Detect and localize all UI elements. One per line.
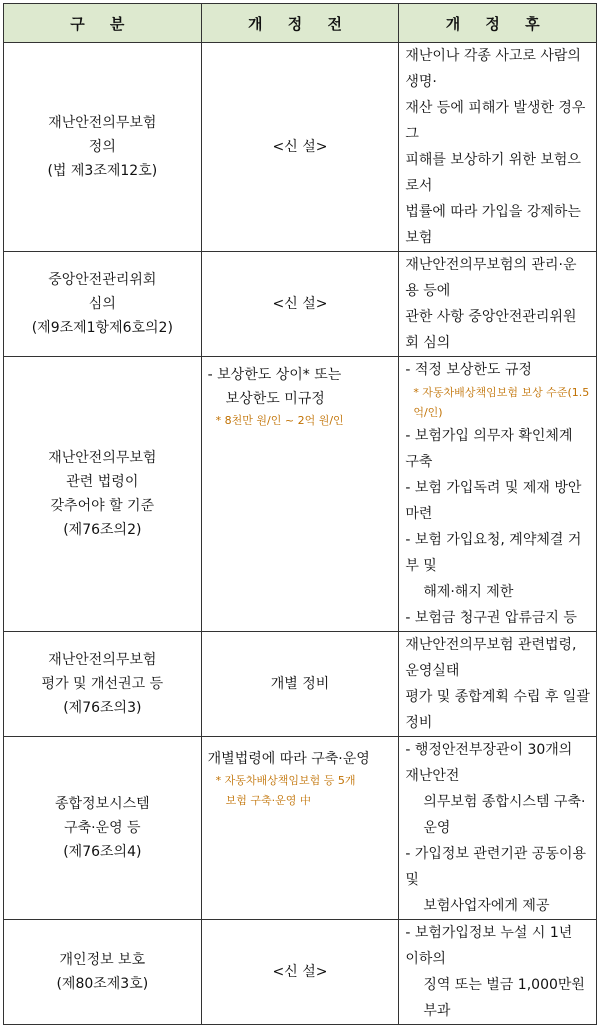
after-cell: 재난안전의무보험의 관리·운용 등에 관한 사항 중앙안전관리위원회 심의 [399,252,597,357]
row-title: 중앙안전관리위회 심의 (제9조제1항제6호의2) [4,252,202,357]
footnote: * 자동차배상책임보험 등 5개 [215,774,356,787]
footnote: * 자동차배상책임보험 보상 수준(1.5억/인) [413,386,590,419]
table-row [4,632,597,737]
before-cell: <신 설> [201,252,399,357]
before-cell: 개별법령에 따라 구축·운영 * 자동차배상책임보험 등 5개 보험 구축·운영 中 [201,737,399,920]
footnote: 보험 구축·운영 中 [225,794,311,807]
header-after: 개 정 후 [399,4,597,43]
before-cell: <신 설> [201,920,399,1025]
before-cell: - 보상한도 상이* 또는 보상한도 미규정 * 8천만 원/인 ~ 2억 원/인 [201,357,399,632]
row-title: 개인정보 보호 (제80조제3호) [4,920,202,1025]
header-before: 개 정 전 [201,4,399,43]
after-cell: - 보험가입정보 누설 시 1년 이하의 징역 또는 벌금 1,000만원 부과 [399,920,597,1025]
amendment-table [3,3,597,1025]
before-cell: <신 설> [201,43,399,252]
footnote: * 8천만 원/인 ~ 2억 원/인 [215,414,344,427]
header-row [4,4,597,43]
header-category: 구 분 [4,4,202,43]
row-title: 재난안전의무보험 정의 (법 제3조제12호) [4,43,202,252]
row-title: 재난안전의무보험 관련 법령이 갖추어야 할 기준 (제76조의2) [4,357,202,632]
table-row [4,357,597,632]
table-row [4,920,597,1025]
after-cell: - 행정안전부장관이 30개의 재난안전 의무보험 종합시스템 구축·운영 - 가입정보 관련기관 공동이용 및 보험사업자에게 제공 [399,737,597,920]
after-cell: 재난안전의무보험 관련법령, 운영실태 평가 및 종합계획 수립 후 일괄 정비 [399,632,597,737]
table-row [4,737,597,920]
row-title: 재난안전의무보험 평가 및 개선권고 등 (제76조의3) [4,632,202,737]
before-cell: 개별 정비 [201,632,399,737]
table-row [4,43,597,252]
row-title: 종합정보시스템 구축·운영 등 (제76조의4) [4,737,202,920]
table-row [4,252,597,357]
after-cell: 재난이나 각종 사고로 사람의 생명· 재산 등에 피해가 발생한 경우 그 피해를 보상하기 위한 보험으로서 법률에 따라 가입을 강제하는 보험 [399,43,597,252]
after-cell: - 적정 보상한도 규정 * 자동차배상책임보험 보상 수준(1.5억/인) - 보험가입 의무자 확인체계 구축 - 보험 가입독려 및 제재 방안 마련 - 보험 가입요청, 계약체결 거부 및 해제·해지 제한 - 보험금 청구권 압류금지 등 [399,357,597,632]
